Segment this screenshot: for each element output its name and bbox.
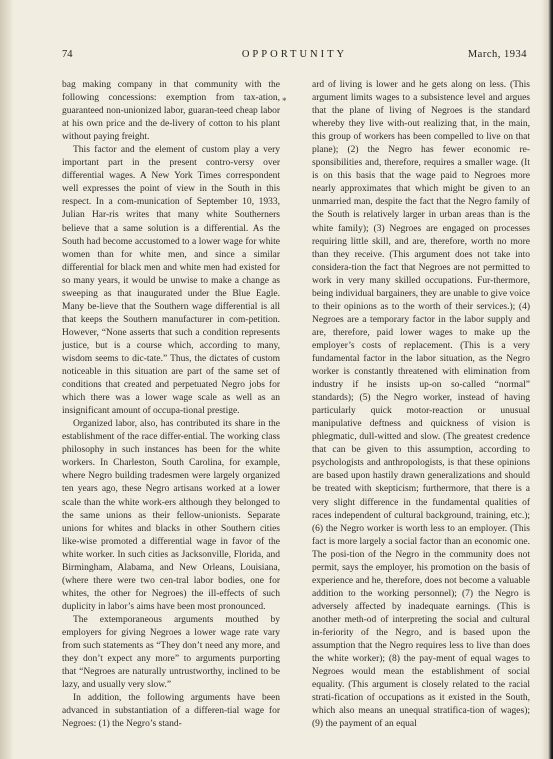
book-spine-shadow [0,0,14,759]
paragraph: The extemporaneous arguments mouthed by employers for giving Negroes a lower wage rate vary from such statements as “They don’t need any more, and they don’t expect any more” to arguments purporting that “Negroes are naturally untrustworthy, inclined to be lazy, and usually very slow.” [62,614,280,691]
page-edge-shadow [541,0,553,759]
paragraph: In addition, the following arguments have been advanced in substantiation of a differen-tial wage for Negroes: (1) the Negro’s stand- [62,693,280,730]
journal-title: OPPORTUNITY [241,49,348,60]
paragraph: This factor and the element of custom play a very important part in the present contro-versy over differential wages. A New York Times correspondent well expresses the point of view in the South in this respect. In a com-munication of September 10, 1933, Julian Har-ris writes that many white Southerners believe that a same solution is a differential. As the South had become accustomed to a lower wage for white women than for white men, and since a similar differential for black men and white men had existed for so many years, it would be unwise to make a change as sweeping as that inaugurated under the Blue Eagle. Many be-lieve that the Southern wage differential is all that keeps the Southern manufacturer in com-petition. However, “None asserts that such a condition represents justice, but is a course which, according to many, wisdom seems to dic-tate.” Thus, the dictates of custom noticeable in this situation are part of the same set of conditions that created and perpetuated Negro jobs for which there was a lower wage scale as well as an insignificant amount of occupa-tional prestige. [62,145,280,417]
right-column [312,79,530,731]
running-header [62,49,527,63]
left-column [62,79,280,731]
issue-date: March, 1934 [467,49,527,60]
page-number: 74 [62,49,73,60]
paragraph: Organized labor, also, has contributed its share in the establishment of the race differ-ential. The working class philosophy in such instances has been for the white workers. In Charleston, South Carolina, for example, where Negro building tradesmen were largely organized ten years ago, these Negro artisans worked at a lower scale than the white work-ers although they belonged to the same unions as their fellow-unionists. Separate unions for whites and blacks in other Southern cities like-wise promoted a differential wage in favor of the white worker. In such cities as Jacksonville, Florida, and Birmingham, Alabama, and New Orleans, Louisiana, (where there were two cen-tral labor bodies, one for whites, the other for Negroes) the ill-effects of such duplicity in labor’s aims have been most pronounced. [62,419,280,612]
margin-mark: * [282,96,287,106]
paragraph: bag making company in that community with the following concessions: exemption from tax-ation, guaranteed non-unionized labor, guaran-teed cheap labor at his own price and the de-livery of cotton to his plant without paying freight. [62,80,280,143]
paragraph: ard of living is lower and he gets along on less. (This argument limits wages to a subsistence level and argues that the plane of living of Negroes is the standard whereby they live with-out realizing that, in the main, this group of workers has been compelled to live on that plane); (2) the Negro has fewer economic re-sponsibilities and, therefore, requires a smaller wage. (It is on this basis that the wage paid to Negroes more nearly approximates that which might be given to an unmarried man, despite the fact that the Negro family of the South is relatively larger in urban areas than is the white family); (3) Negroes are engaged on processes requiring little skill, and are, therefore, worth no more than they receive. (This argument does not take into considera-tion the fact that Negroes are not permitted to work in very many skilled occupations. Fur-thermore, being individual bargainers, they are unable to give voice to their opinions as to the worth of their services.); (4) Negroes are a temporary factor in the labor supply and are, therefore, paid lower wages to make up the employer’s costs of replacement. (This is a very fundamental factor in the labor situation, as the Negro worker is constantly threatened with elimination from industry if he insists up-on so-called “normal” standards); (5) the Negro worker, instead of having particularly quick motor-reaction or unusual manipulative deftness and quickness of vision is phlegmatic, dull-witted and slow. (The greatest credence that can be given to this assumption, according to psychologists and anthropologists, is that these opinions are based upon hastily drawn generalizations and should be treated with skepticism; furthermore, that there is a very slight difference in the fundamental qualities of races independent of cultural background, training, etc.); (6) the Negro worker is worth less to an employer. (This fact is more largely a social factor than an economic one. The posi-tion of the Negro in the community does not permit, says the employer, his promotion on the basis of experience and he, therefore, does not become a valuable addition to the working personnel); (7) the Negro is adversely affected by inadequate earnings. (This is another meth-od of interpreting the social and cultural in-feriority of the Negro, and is based upon the assumption that the Negro requires less to live than does the white worker); (8) the pay-ment of equal wages to Negroes would mean the establishment of social equality. (This argument is closely related to the racial strati-fication of occupations as it existed in the South, which also means an unequal stratifica-tion of wages); (9) the payment of an equal [312,80,530,730]
